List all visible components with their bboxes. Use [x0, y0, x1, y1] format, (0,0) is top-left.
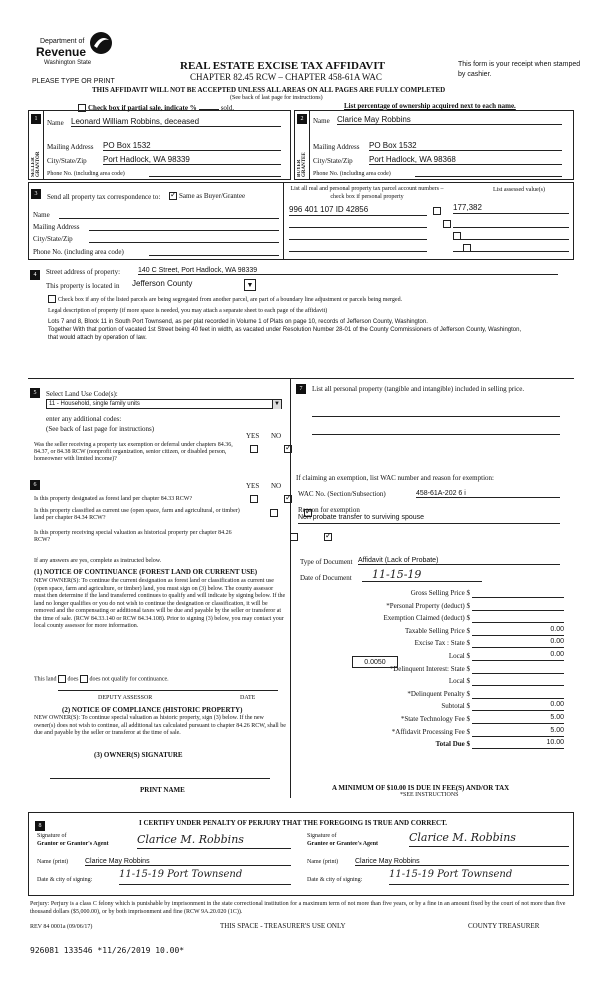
located-label: This property is located in: [46, 282, 120, 290]
fee-table: [292, 588, 574, 758]
s3-city-label: City/State/Zip: [33, 235, 73, 243]
fee-row: [292, 664, 574, 677]
s5-no-header: NO: [271, 432, 282, 440]
dept-line1: Department of: [40, 38, 85, 45]
grantor-sig-label1: Signature of: [37, 833, 67, 839]
certification-section: [28, 812, 574, 896]
does-not-label: does not: [89, 676, 110, 683]
if-yes-note: If any answers are yes, complete as instructed below.: [34, 558, 162, 564]
assessed-1-field[interactable]: [453, 203, 569, 214]
exempt-yes-checkbox[interactable]: [250, 445, 258, 453]
sold-label: sold.: [220, 104, 235, 112]
same-as-buyer-checkbox[interactable]: [169, 192, 177, 200]
fee-value-field[interactable]: [472, 588, 564, 598]
fee-row: [292, 727, 574, 740]
segregated-label: Check box if any of the listed parcels are being segregated from another parcel, are part of a boundary line adjustment or parcels being merged.: [58, 297, 403, 303]
seller-address-field[interactable]: [103, 141, 281, 151]
section-7-badge: 7: [296, 384, 306, 394]
reason-value: Non probate transfer to surviving spouse: [298, 514, 425, 521]
s6-no-header: NO: [271, 482, 282, 490]
parcel-header: List all real and personal property tax parcel account numbers – check box if personal property: [290, 186, 444, 200]
fee-label: *Affidavit Processing Fee $: [391, 727, 470, 736]
grantee-name-label: Name (print): [307, 859, 339, 865]
fee-row: [292, 626, 574, 639]
buyer-phone-field[interactable]: [415, 169, 562, 177]
assessed-1-value: 177,382: [453, 203, 482, 212]
local-rate-box[interactable]: [352, 656, 398, 668]
land-use-section: [28, 382, 290, 472]
grantor-name-field[interactable]: [85, 856, 291, 866]
s5-see-back: (See back of last page for instructions): [46, 425, 155, 433]
cashier-stamp: 926081 133546 *11/26/2019 10.00*: [30, 946, 185, 955]
grantee-date-field[interactable]: [389, 869, 569, 885]
open-space-yes-checkbox[interactable]: [270, 509, 278, 517]
exemption-section: [292, 382, 574, 802]
fee-label: Subtotal $: [441, 702, 470, 711]
fee-row: [292, 588, 574, 601]
does-label: does: [67, 676, 79, 683]
correspondence-section: [28, 182, 574, 260]
notice1-text: NEW OWNER(S): To continue the current designation as forest land or classification as current use (open space, farm and agriculture, or timber) land, you must sign on (3) below. The county assessor must then determine if the land transferred continues to qualify and will indicate by signing below. If the land no longer qualifies or you do not wish to continue the designation or classification, it will be removed and the compensating or additional taxes will be due and payable by the seller or transferor at the time of sale. (RCW 84.33.140 or RCW 84.34.108). Prior to signing (3) below, you may contact your local county assessor for more information.: [34, 578, 286, 629]
form-chapter: CHAPTER 82.45 RCW – CHAPTER 458-61A WAC: [190, 72, 382, 82]
county-treasurer: COUNTY TREASURER: [468, 922, 540, 930]
section-2-badge: 2: [297, 114, 307, 124]
s3-phone-field[interactable]: [149, 246, 279, 256]
print-name-label: PRINT NAME: [140, 786, 185, 794]
assessed-3-field[interactable]: [453, 229, 569, 240]
grantee-signature-value: Clarice M. Robbins: [409, 831, 516, 844]
additional-codes-label: enter any additional codes:: [46, 415, 122, 423]
segregated-checkbox[interactable]: [48, 295, 56, 303]
fee-value: 5.00: [550, 726, 564, 734]
seller-section: [28, 110, 291, 180]
fee-value-field[interactable]: [472, 676, 564, 686]
doc-type-value: Affidavit (Lack of Probate): [358, 557, 439, 564]
grantor-name-label: Name (print): [37, 859, 69, 865]
partial-sale-pct-field[interactable]: [199, 102, 219, 110]
owner-signature-line[interactable]: [50, 778, 270, 779]
land-use-select[interactable]: [46, 399, 282, 409]
receipt-note: This form is your receipt when stamped by cashier.: [458, 61, 581, 78]
buyer-address-field[interactable]: [369, 141, 562, 151]
fee-value-field[interactable]: [472, 601, 564, 611]
same-as-buyer-row: [169, 191, 245, 200]
seller-name-field[interactable]: [71, 117, 281, 127]
parcel-4-field[interactable]: [289, 241, 427, 252]
county-dropdown-icon[interactable]: ▼: [244, 279, 256, 291]
fee-row: [292, 613, 574, 626]
buyer-city-label: City/State/Zip: [313, 157, 353, 165]
warning-text: THIS AFFIDAVIT WILL NOT BE ACCEPTED UNLESS ALL AREAS ON ALL PAGES ARE FULLY COMPLETED: [92, 86, 446, 94]
buyer-side-label: BUYER GRANTEE: [297, 152, 307, 177]
s3-address-field[interactable]: [89, 221, 279, 231]
assessed-header: List assessed value(s): [493, 187, 545, 193]
seller-city-field[interactable]: [103, 155, 281, 165]
see-instructions: *SEE INSTRUCTIONS: [400, 792, 459, 798]
doc-date-field[interactable]: [362, 568, 482, 582]
buyer-name-field[interactable]: [337, 115, 562, 125]
fee-value: 0.00: [550, 651, 564, 658]
fee-label: *Delinquent Penalty $: [407, 689, 470, 698]
doc-type-field[interactable]: [358, 555, 560, 565]
forest-question: Is this property designated as forest land per chapter 84.33 RCW?: [34, 496, 193, 502]
fee-label: *Delinquent Interest: State $: [389, 664, 470, 673]
county-select[interactable]: [132, 279, 262, 291]
exempt-question: Was the seller receiving a property tax exemption or deferral under chapters 84.36, 84.37, or 84.38 RCW (nonprofit organization, senior citizen, or disabled person, homeowner with limited income)?: [34, 442, 233, 462]
section-8-badge: 8: [35, 821, 45, 831]
does-not-checkbox[interactable]: [80, 675, 88, 683]
fee-value: 5.00: [550, 714, 564, 721]
fee-label: *State Technology Fee $: [400, 715, 470, 723]
street-label: Street address of property:: [46, 268, 121, 276]
section-4-badge: 4: [30, 270, 40, 280]
grantor-signature-value: Clarice M. Robbins: [137, 833, 244, 846]
dept-line2: Revenue: [36, 45, 87, 59]
fee-row: [292, 638, 574, 651]
seller-name-value: Leonard William Robbins, deceased: [71, 117, 200, 126]
seller-name-label: Name: [47, 119, 64, 127]
fee-row: [292, 651, 574, 664]
seller-side-label: SELLER GRANTOR: [31, 151, 41, 177]
deputy-signature-line[interactable]: [58, 690, 278, 691]
grantor-sig-label2: Grantor or Grantor's Agent: [37, 841, 109, 847]
seller-address-label: Mailing Address: [47, 143, 94, 151]
section-1-badge: 1: [31, 114, 41, 124]
street-field[interactable]: [138, 265, 558, 275]
fee-label: Local $: [448, 652, 470, 660]
does-checkbox[interactable]: [58, 675, 66, 683]
land-use-dropdown-icon[interactable]: ▼: [272, 400, 281, 409]
section-3-badge: 3: [31, 189, 41, 199]
grantor-date-label: Date & city of signing:: [37, 877, 93, 883]
reason-field[interactable]: [298, 523, 560, 524]
see-back-note: (See back of last page for instructions): [230, 95, 323, 101]
grantee-signature-field[interactable]: [409, 831, 569, 847]
buyer-name-value: Clarice May Robbins: [337, 115, 411, 124]
assessed-2-field[interactable]: [453, 217, 569, 228]
notice2-title: (2) NOTICE OF COMPLIANCE (HISTORIC PROPERTY): [62, 706, 243, 714]
legal-text: Lots 7 and 8, Block 11 in South Port Townsend, as per plat recorded in Volume 1 of Plats on page 10, records of Jefferson County, Washington. Together With that portion of vacated 1st Street being 40 feet in width, as vacated under Resolution Number 28-01 of the County Commissioners of Jefferson County, Washington, that would attach by operation of law.: [48, 319, 522, 341]
wac-label: WAC No. (Section/Subsection): [298, 490, 386, 498]
county-value: Jefferson County: [132, 279, 193, 288]
historic-question: Is this property receiving special valuation as historical property per chapter 84.26 RCW?: [34, 530, 232, 543]
grantee-sig-label2: Grantee or Grantee's Agent: [307, 841, 379, 847]
fee-row: [292, 714, 574, 727]
fee-label: Exemption Claimed (deduct) $: [383, 614, 470, 623]
fee-label: Taxable Selling Price $: [404, 626, 470, 635]
forest-yes-checkbox[interactable]: [250, 495, 258, 503]
fee-value-field[interactable]: [472, 701, 564, 711]
personal-property-label: List all personal property (tangible and intangible) included in selling price.: [312, 385, 525, 393]
grantor-date-value: 11-15-19 Port Townsend: [119, 869, 243, 880]
buyer-phone-label: Phone No. (including area code): [313, 171, 391, 177]
deputy-date-label: DATE: [240, 695, 256, 701]
seller-phone-field[interactable]: [149, 169, 281, 177]
personal-property-field[interactable]: [312, 416, 560, 417]
minimum-note: A MINIMUM OF $10.00 IS DUE IN FEE(S) AND/OR TAX: [332, 784, 510, 792]
fee-label: Total Due $: [435, 740, 470, 749]
parcel-1-checkbox[interactable]: [433, 207, 441, 215]
owner-signature-label: (3) OWNER(S) SIGNATURE: [94, 751, 183, 759]
legal-label: Legal description of property (if more space is needed, you may attach a separate sheet to each page of the affidavit): [48, 308, 328, 314]
this-land-label: This land: [34, 676, 57, 683]
local-rate-value: 0.0050: [364, 659, 386, 666]
seller-address-value: PO Box 1532: [103, 141, 151, 150]
seller-phone-label: Phone No. (including area code): [47, 171, 125, 177]
buyer-name-label: Name: [313, 117, 330, 125]
qualify-label: qualify for continuance.: [111, 676, 169, 683]
fee-label: *Personal Property (deduct) $: [386, 601, 470, 610]
please-type: PLEASE TYPE OR PRINT: [32, 78, 115, 85]
fee-value: 0.00: [550, 701, 564, 709]
same-as-buyer-label: Same as Buyer/Grantee: [179, 192, 246, 200]
grantor-date-field[interactable]: [119, 869, 291, 885]
fee-value-field[interactable]: [472, 651, 564, 661]
fee-label: Local $: [448, 677, 470, 686]
personal-property-field-2[interactable]: [312, 434, 560, 435]
fee-value: 0.00: [550, 625, 564, 633]
notice1-title: (1) NOTICE OF CONTINUANCE (FOREST LAND OR CURRENT USE): [34, 568, 258, 576]
parcel-2-checkbox[interactable]: [443, 220, 451, 228]
buyer-address-value: PO Box 1532: [369, 141, 417, 150]
s3-city-field[interactable]: [89, 233, 279, 243]
doc-type-label: Type of Document: [300, 558, 353, 566]
seller-city-value: Port Hadlock, WA 98339: [103, 155, 190, 164]
deputy-label: DEPUTY ASSESSOR: [98, 695, 153, 701]
wac-field[interactable]: [416, 488, 560, 498]
property-section: [28, 262, 574, 372]
fee-row: [292, 601, 574, 614]
certify-text: I CERTIFY UNDER PENALTY OF PERJURY THAT THE FOREGOING IS TRUE AND CORRECT.: [139, 819, 448, 827]
fee-row: [292, 701, 574, 714]
fee-value-field[interactable]: [472, 714, 564, 724]
section-5-badge: 5: [30, 388, 40, 398]
section-6-badge: 6: [30, 480, 40, 490]
s3-address-label: Mailing Address: [33, 223, 80, 231]
parcel-1-value: 996 401 107 ID 42856: [289, 205, 369, 214]
grantee-name-value: Clarice May Robbins: [355, 858, 420, 865]
fee-row: [292, 689, 574, 702]
wac-value: 458-61A-202 6 i: [416, 490, 466, 497]
reason-label: Reason for exemption: [298, 506, 360, 514]
dor-logo-mark-icon: [88, 30, 114, 56]
buyer-city-field[interactable]: [369, 155, 562, 165]
notice2-text: NEW OWNER(S): To continue special valuation as historic property, sign (3) below. If the new owner(s) does not wish to continue, all additional tax calculated pursuant to chapter 84.26 RCW, shall be due and payable by the seller or transferor at the time of sale.: [34, 715, 286, 736]
fee-value-field[interactable]: [472, 626, 564, 636]
grantee-name-field[interactable]: [355, 856, 569, 866]
fee-row: [292, 739, 574, 752]
grantee-date-label: Date & city of signing:: [307, 877, 363, 883]
fee-value-field[interactable]: [472, 689, 564, 699]
street-value: 140 C Street, Port Hadlock, WA 98339: [138, 267, 258, 274]
s5-yes-header: YES: [246, 432, 260, 440]
seller-city-label: City/State/Zip: [47, 157, 87, 165]
s3-name-field[interactable]: [59, 209, 279, 219]
fee-row: [292, 676, 574, 689]
parcel-3-field[interactable]: [289, 229, 427, 240]
treasurer-space: THIS SPACE - TREASURER'S USE ONLY: [220, 922, 346, 930]
form-title: REAL ESTATE EXCISE TAX AFFIDAVIT: [180, 60, 385, 72]
special-land-section: [28, 478, 290, 768]
grantee-sig-label1: Signature of: [307, 833, 337, 839]
dor-logo: [30, 30, 120, 70]
buyer-section: [294, 110, 574, 180]
grantor-signature-field[interactable]: [137, 833, 291, 849]
doc-date-value: 11-15-19: [372, 568, 422, 581]
fee-value-field[interactable]: [472, 638, 564, 648]
perjury-text: Perjury: Perjury is a class C felony which is punishable by imprisonment in the state correctional institution for a maximum term of not more than five years, or by a fine in an amount fixed by the court of not more than five thousand dollars ($5,000.00), or by both imprisonment and fine (RCW 9A.20.020 (1C)).: [30, 901, 566, 915]
fee-value-field[interactable]: [472, 727, 564, 737]
parcel-2-field[interactable]: [289, 217, 427, 228]
rev-number: REV 84 0001a (09/06/17): [30, 924, 93, 930]
partial-sale-label: Check box if partial sale, indicate %: [88, 104, 197, 112]
s6-yes-header: YES: [246, 482, 260, 490]
fee-value-field[interactable]: [472, 613, 564, 623]
buyer-city-value: Port Hadlock, WA 98368: [369, 155, 456, 164]
dept-line3: Washington State: [44, 60, 92, 66]
grantee-date-value: 11-15-19 Port Townsend: [389, 869, 513, 880]
land-use-label: Select Land Use Code(s):: [46, 390, 118, 398]
continuance-row: [34, 675, 169, 683]
wac-intro: If claiming an exemption, list WAC number and reason for exemption:: [296, 474, 494, 482]
ownership-note: List percentage of ownership acquired next to each name.: [344, 102, 516, 110]
grantor-name-value: Clarice May Robbins: [85, 858, 150, 865]
fee-label: Gross Selling Price $: [410, 589, 470, 597]
parcel-1-field[interactable]: [289, 205, 427, 216]
s3-phone-label: Phone No. (including area code): [33, 248, 124, 256]
doc-date-label: Date of Document: [300, 574, 352, 582]
fee-value: 10.00: [546, 739, 564, 747]
open-space-question: Is this property classified as current use (open space, farm and agricultural, or timber) land per chapter 84.34 RCW?: [34, 508, 240, 521]
fee-value-field[interactable]: [472, 664, 564, 674]
fee-value-field[interactable]: [472, 739, 564, 749]
send-label: Send all property tax correspondence to:: [47, 193, 161, 201]
segregated-row: [48, 294, 568, 303]
s3-name-label: Name: [33, 211, 50, 219]
buyer-address-label: Mailing Address: [313, 143, 360, 151]
fee-value: 0.00: [550, 638, 564, 646]
fee-label: Excise Tax : State $: [414, 639, 470, 648]
land-use-value: 11 - Household, single family units: [49, 401, 140, 407]
assessed-4-field[interactable]: [453, 241, 569, 252]
